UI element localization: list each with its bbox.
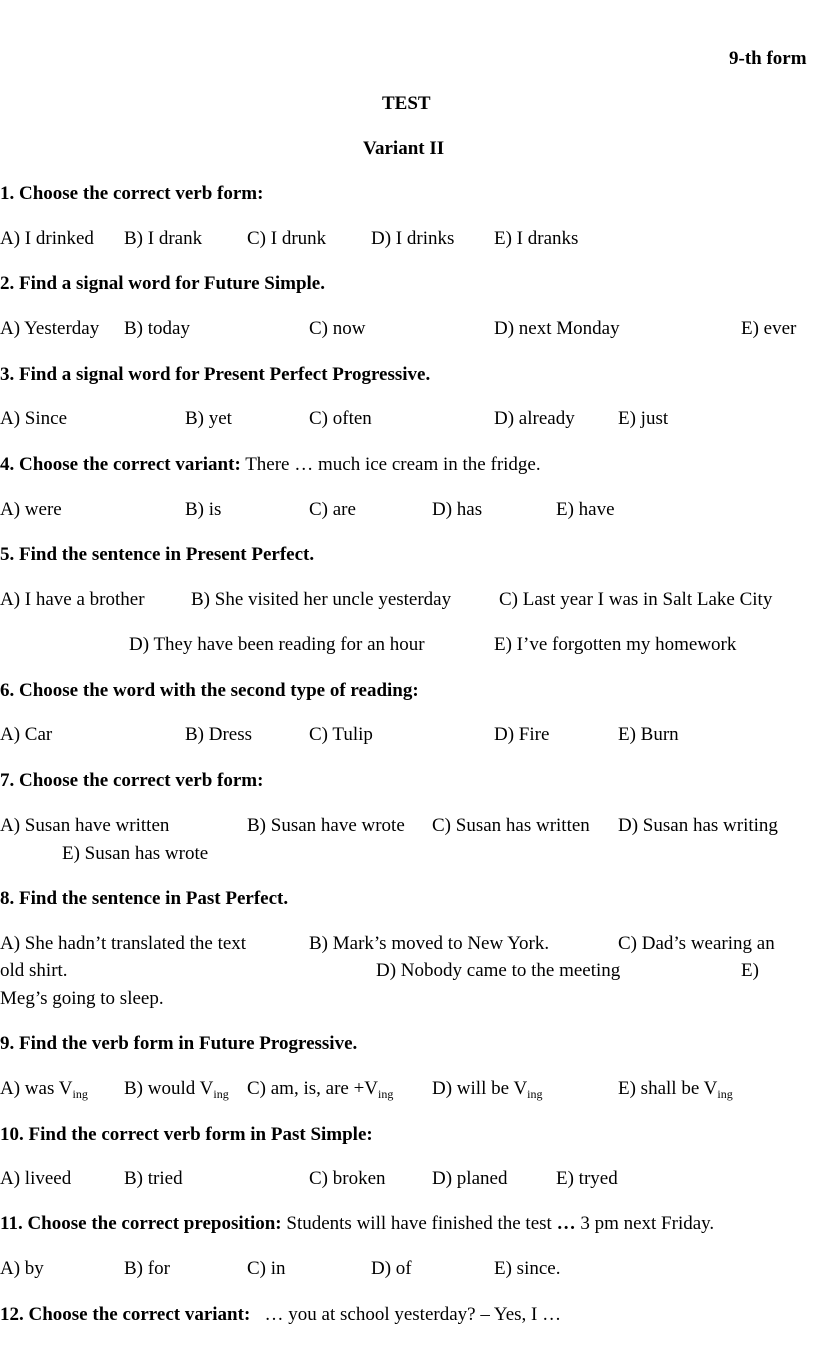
- q6-option-d: D) Fire: [494, 724, 550, 745]
- q6-option-b: B) Dress: [185, 724, 253, 745]
- q5-option-c: C) Last year I was in Salt Lake City: [499, 589, 773, 610]
- question-2-prompt: 2. Find a signal word for Future Simple.: [0, 273, 325, 294]
- q3-option-d: D) already: [494, 408, 575, 429]
- question-10-prompt: 10. Find the correct verb form in Past Simple:: [0, 1124, 373, 1145]
- q3-option-e: E) just: [618, 408, 669, 429]
- variant-title: Variant II: [363, 138, 445, 159]
- q9-option-a-text: A) was V: [0, 1078, 73, 1099]
- q11-option-a: A) by: [0, 1258, 44, 1279]
- q9-option-c: [247, 1078, 393, 1100]
- question-1-prompt: 1. Choose the correct verb form:: [0, 183, 264, 204]
- ing-subscript: ing: [378, 1087, 394, 1101]
- q11-option-e: E) since.: [494, 1258, 561, 1279]
- question-7-prompt: 7. Choose the correct verb form:: [0, 770, 264, 791]
- q2-option-b: B) today: [124, 318, 190, 339]
- q1-option-d: D) I drinks: [371, 228, 455, 249]
- question-6-prompt: 6. Choose the word with the second type of reading:: [0, 680, 419, 701]
- q2-option-a: A) Yesterday: [0, 318, 100, 339]
- q2-option-e: E) ever: [741, 318, 797, 339]
- form-label: 9-th form: [729, 48, 807, 69]
- q1-option-a: A) I drinked: [0, 228, 94, 249]
- q6-option-e: E) Burn: [618, 724, 679, 745]
- q1-option-e: E) I dranks: [494, 228, 579, 249]
- question-3-prompt: 3. Find a signal word for Present Perfect Progressive.: [0, 364, 431, 385]
- q9-option-d: [432, 1078, 543, 1100]
- q9-option-e: [618, 1078, 733, 1100]
- q7-option-a: A) Susan have written: [0, 815, 170, 836]
- q5-option-d: D) They have been reading for an hour: [129, 634, 425, 655]
- ing-subscript: ing: [527, 1087, 543, 1101]
- ing-subscript: ing: [717, 1087, 733, 1101]
- q8-option-d: D) Nobody came to the meeting: [376, 960, 621, 981]
- q8-option-c: C) Dad’s wearing an: [618, 933, 775, 954]
- q5-option-e: E) I’ve forgotten my homework: [494, 634, 737, 655]
- question-5-prompt: 5. Find the sentence in Present Perfect.: [0, 544, 315, 565]
- test-title: TEST: [382, 93, 431, 114]
- q10-option-d: D) planed: [432, 1168, 508, 1189]
- q9-option-b-text: B) would V: [124, 1078, 214, 1099]
- question-12-prompt: 12. Choose the correct variant:: [0, 1304, 251, 1325]
- q9-option-d-text: D) will be V: [432, 1078, 528, 1099]
- q8-option-a: A) She hadn’t translated the text: [0, 933, 247, 954]
- q6-option-a: A) Car: [0, 724, 53, 745]
- q8-option-e-cont: Meg’s going to sleep.: [0, 988, 164, 1009]
- q4-option-a: A) were: [0, 499, 62, 520]
- q4-option-c: C) are: [309, 499, 356, 520]
- q1-option-b: B) I drank: [124, 228, 203, 249]
- ing-subscript: ing: [72, 1087, 88, 1101]
- q11-option-d: D) of: [371, 1258, 412, 1279]
- question-11-sentence: Students will have finished the test: [281, 1213, 557, 1234]
- q8-option-b: B) Mark’s moved to New York.: [309, 933, 550, 954]
- q9-option-e-text: E) shall be V: [618, 1078, 718, 1099]
- q7-option-e: E) Susan has wrote: [62, 843, 209, 864]
- question-12-line: [0, 1304, 561, 1326]
- q6-option-c: C) Tulip: [309, 724, 373, 745]
- q2-option-c: C) now: [309, 318, 366, 339]
- q7-option-c: C) Susan has written: [432, 815, 590, 836]
- q10-option-a: A) liveed: [0, 1168, 72, 1189]
- q10-option-c: C) broken: [309, 1168, 386, 1189]
- q11-option-c: C) in: [247, 1258, 286, 1279]
- q5-option-a: A) I have a brother: [0, 589, 145, 610]
- question-12-sentence: … you at school yesterday? – Yes, I …: [250, 1304, 562, 1325]
- q3-option-c: C) often: [309, 408, 372, 429]
- q9-option-b: [124, 1078, 229, 1100]
- q7-option-d: D) Susan has writing: [618, 815, 778, 836]
- question-11-sentence-end: 3 pm next Friday.: [575, 1213, 715, 1234]
- q8-option-e: E): [741, 960, 759, 981]
- q11-option-b: B) for: [124, 1258, 170, 1279]
- q2-option-d: D) next Monday: [494, 318, 620, 339]
- q8-option-c-cont: old shirt.: [0, 960, 68, 981]
- q1-option-c: C) I drunk: [247, 228, 327, 249]
- question-8-prompt: 8. Find the sentence in Past Perfect.: [0, 888, 289, 909]
- question-4-line: [0, 454, 541, 476]
- question-11-prompt: 11. Choose the correct preposition:: [0, 1213, 282, 1234]
- question-4-sentence: There … much ice cream in the fridge.: [240, 454, 541, 475]
- q7-option-b: B) Susan have wrote: [247, 815, 405, 836]
- ing-subscript: ing: [213, 1087, 229, 1101]
- question-4-prompt: 4. Choose the correct variant:: [0, 454, 241, 475]
- q10-option-b: B) tried: [124, 1168, 183, 1189]
- q9-option-c-text: C) am, is, are +V: [247, 1078, 379, 1099]
- q4-option-d: D) has: [432, 499, 483, 520]
- q3-option-a: A) Since: [0, 408, 68, 429]
- q4-option-e: E) have: [556, 499, 615, 520]
- q5-option-b: B) She visited her uncle yesterday: [191, 589, 452, 610]
- question-11-line: [0, 1213, 714, 1235]
- question-11-blank: …: [556, 1213, 576, 1234]
- q3-option-b: B) yet: [185, 408, 232, 429]
- q10-option-e: E) tryed: [556, 1168, 618, 1189]
- q9-option-a: [0, 1078, 88, 1100]
- question-9-prompt: 9. Find the verb form in Future Progressive.: [0, 1033, 358, 1054]
- q4-option-b: B) is: [185, 499, 222, 520]
